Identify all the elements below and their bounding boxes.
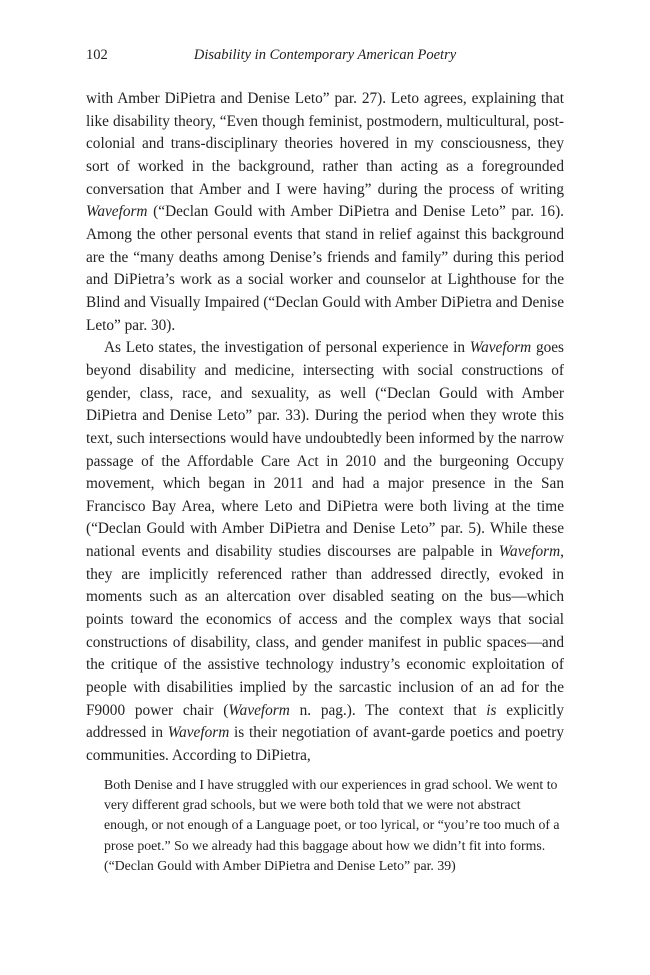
paragraph [86,337,564,767]
block-quote: Both Denise and I have struggled with our experiences in grad school. We went to very different grad schools, but we were both told that we were not abstract enough, or not enough of a Language poet, or too lyrical, or “you’re too much of a prose poet.” So we already had this baggage about how we didn’t fit into forms. (“Declan Gould with Amber DiPietra and Denise Leto” par. 39) [104,776,560,873]
text-run: n. pag.). The context that [289,701,487,719]
text-run: goes beyond disability and medicine, intersecting with social constructions of gender, class, race, and sexuality, as well (“Declan Gould with Amber DiPietra and Denise Leto” par. 33). During the period when they wrote this text, such intersections would have undoubtedly been informed by the narrow passage of the Affordable Care Act in 2010 and the burgeoning Occupy movement, which began in 2011 and had a major presence in the San Francisco Bay Area, where Leto and DiPietra were both living at the time (“Declan Gould with Amber DiPietra and Denise Leto” par. 5). While these national events and disability studies discourses are palpable in [86,339,564,561]
body-text [86,88,564,876]
text-run: is their negotiation of avant-garde poetics and poetry communities. According to DiPietra, [86,724,564,765]
text-run: As Leto states, the investigation of personal experience in [104,339,470,357]
text-run: with Amber DiPietra and Denise Leto” par. 27). Leto agrees, explaining that like disability theory, “Even though feminist, postmodern, multicultural, post-colonial and trans-disciplinary theories hovered in my consciousness, they sort of worked in the background, rather than acting as a foregrounded conversation that Amber and I were having” during the process of writing [86,90,564,198]
italic-title: Waveform [228,701,290,719]
text-run: explicitly addressed in [86,701,564,742]
italic-title: Waveform [86,203,148,221]
page-number: 102 [86,47,108,63]
running-header [86,44,564,66]
running-title: Disability in Contemporary American Poetry [193,47,457,63]
text-run: (“Declan Gould with Amber DiPietra and Denise Leto” par. 16). Among the other personal events that stand in relief against this background are the “many deaths among Denise’s friends and family” during this period and DiPietra’s work as a social worker and counselor at Lighthouse for the Blind and Visually Impaired (“Declan Gould with Amber DiPietra and Denise Leto” par. 30). [86,203,564,334]
text-run: , they are implicitly referenced rather than addressed directly, evoked in moments such as an altercation over disabled seating on the bus—which points toward the economics of access and the complex ways that social constructions of disability, class, and gender manifest in public spaces—and the critique of the assistive technology industry’s economic exploitation of people with disabilities implied by the sarcastic inclusion of an ad for the F9000 power chair ( [86,543,564,719]
italic-title: Waveform [167,724,230,742]
italic-emphasis: is [486,701,497,719]
italic-title: Waveform [498,543,561,561]
italic-title: Waveform [469,339,532,357]
paragraph [86,88,564,337]
